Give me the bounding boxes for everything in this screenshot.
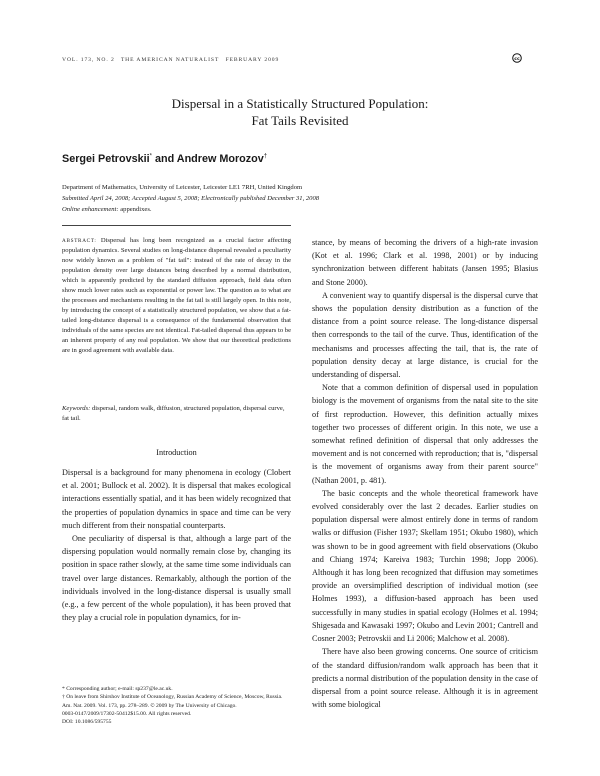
right-column (312, 236, 538, 711)
author-1-mark: * (149, 153, 152, 160)
volume-info: VOL. 173, NO. 2 (62, 57, 115, 63)
right-paragraph-3: Note that a common definition of dispersal used in population biology is the movement of organisms from the natal site to the site of first reproduction. However, this definition actually mixes together two processes of different origin. In this note, we use a somewhat refined definition of dispersal that only addresses the movement and is not concerned with reproduction; that is, "dispersal is the movement of organisms away from their parent source" (Nathan 2001, p. 481). (312, 383, 538, 485)
creative-commons-icon (512, 53, 522, 63)
online-enhancement (62, 204, 542, 215)
footnotes (62, 685, 291, 726)
abstract-text: Dispersal has long been recognized as a crucial factor affecting population dynamics. Several studies on long-distance dispersal revealed a peculiarity now widely known as a problem of "fat tail": instead of the rate of decay in the population density over large distances being described by a normal distribution, which is apparently predicted by the standard diffusion approach, field data often show much lower rates such as exponential or power law. The question as to what are the processes and mechanisms resulting in the fat tail is still largely open. In this note, by introducing the concept of a statistically structured population, we show that a fat-tailed long-distance dispersal is a consequence of the fundamental observation that individuals of the same species are not identical. Fat-tailed dispersal thus appears to be an inherent property of any real population. We show that our theoretical predictions are in good agreement with available data. (62, 237, 291, 354)
abstract-divider (62, 225, 291, 226)
submission-dates: Submitted April 24, 2008; Accepted August 5, 2008; Electronically published December 31, 2008 (62, 195, 320, 202)
author-joiner: and (151, 153, 177, 165)
affiliation: Department of Mathematics, University of Leicester, Leicester LE1 7RH, United Kingdom (62, 184, 303, 191)
intro-paragraph-2: One peculiarity of dispersal is that, although a large part of the dispersing population would normally remain close by, changing its position in space rather slowly, at the same time some individuals can travel over large distances. Remarkably, although the portion of the individuals involved in the long-distance dispersal is usually small (e.g., a few percent of the whole population), it has been proved that they play a crucial role in population dynamics, for in- (62, 534, 291, 623)
footnote-corresponding: * Corresponding author; e-mail: sp237@le.ac.uk. (62, 686, 173, 692)
introduction-body (62, 466, 291, 624)
author-list (62, 153, 267, 165)
article-meta (62, 182, 542, 215)
right-paragraph-4: The basic concepts and the whole theoretical framework have evolved considerably over the last 2 decades. Earlier studies on population dispersal were almost entirely done in terms of random walks or diffusion (Fisher 1937; Skellam 1951; Okubo 1980), which was shown to be in good agreement with field observations (Okubo and Chiang 1974; Kareiva 1983; Turchin 1998; Jopp 2006). Although it has long been recognized that diffusion may sometimes provide an oversimplified description of individual motion (see Holmes 1993), a diffusion-based approach has been used successfully in many studies in spatial ecology (Holmes et al. 1994; Shigesada and Kawasaki 1997; Okubo and Levin 2001; Cantrell and Cosner 2003; Petrovskii and Li 2006; Malchow et al. 2008). (312, 488, 538, 644)
right-paragraph-2: A convenient way to quantify dispersal is the dispersal curve that shows the population density distribution as a function of the distance from a point source release. The long-distance dispersal then corresponds to the tail of the curve. Thus, identification of the mechanisms and processes affecting the tail, that is, the rate of population density decay at large distance, is crucial for the understanding of dispersal. (312, 290, 538, 380)
keywords-label: Keywords: (62, 405, 91, 412)
right-paragraph-1: stance, by means of becoming the drivers of a high-rate invasion (Kot et al. 1996; Clark et al. 1998, 2001) or by inducing synchronization between different habitats (Jansen 1995; Blasius and Stone 2000). (312, 238, 538, 287)
author-2: Andrew Morozov (176, 153, 264, 165)
right-paragraph-5: There have also been growing concerns. One source of criticism of the standard diffusion/random walk approach has been that it predicts a normal distribution of the population density in the case of dispersal from a point source release. Although it is in agreement with some biological (312, 647, 538, 710)
keywords (62, 404, 291, 424)
journal-name: THE AMERICAN NATURALIST (120, 57, 220, 63)
footnote-citation: Am. Nat. 2009. Vol. 173, pp. 278–289. © 2009 by The University of Chicago. (62, 702, 237, 709)
abstract-label: ABSTRACT: (62, 238, 97, 244)
author-2-mark: † (263, 153, 268, 160)
enhancement-label: Online enhancement: (62, 206, 119, 213)
title-line-2: Fat Tails Revisited (251, 112, 349, 128)
title-line-1: Dispersal in a Statistically Structured Population: (171, 96, 429, 111)
author-1: Sergei Petrovskii (62, 153, 150, 165)
abstract (62, 236, 291, 356)
article-title (62, 96, 538, 129)
section-heading-introduction: Introduction (156, 448, 197, 457)
running-header (62, 57, 542, 63)
svg-text:cc: cc (514, 57, 520, 62)
footnote-issn: 0003-0147/2009/17302-50412$15.00. All rights reserved. (62, 710, 192, 717)
footnote-doi: DOI: 10.1086/595755 (62, 719, 112, 726)
enhancement-value: appendixes. (118, 206, 152, 213)
issue-date: FEBRUARY 2009 (225, 57, 280, 63)
footnote-leave: † On leave from Shirshov Institute of Oceanology, Russian Academy of Science, Moscow, Russia. (62, 694, 283, 701)
intro-paragraph-1: Dispersal is a background for many phenomena in ecology (Clobert et al. 2001; Bullock et al. 2002). It is dispersal that makes ecological interactions essentially spatial, and it has been widely recognized that the properties of population dynamics in space and time can be very much different from their nonspatial counterparts. (62, 468, 291, 530)
keywords-text: dispersal, random walk, diffusion, structured population, dispersal curve, fat tail. (62, 405, 285, 422)
